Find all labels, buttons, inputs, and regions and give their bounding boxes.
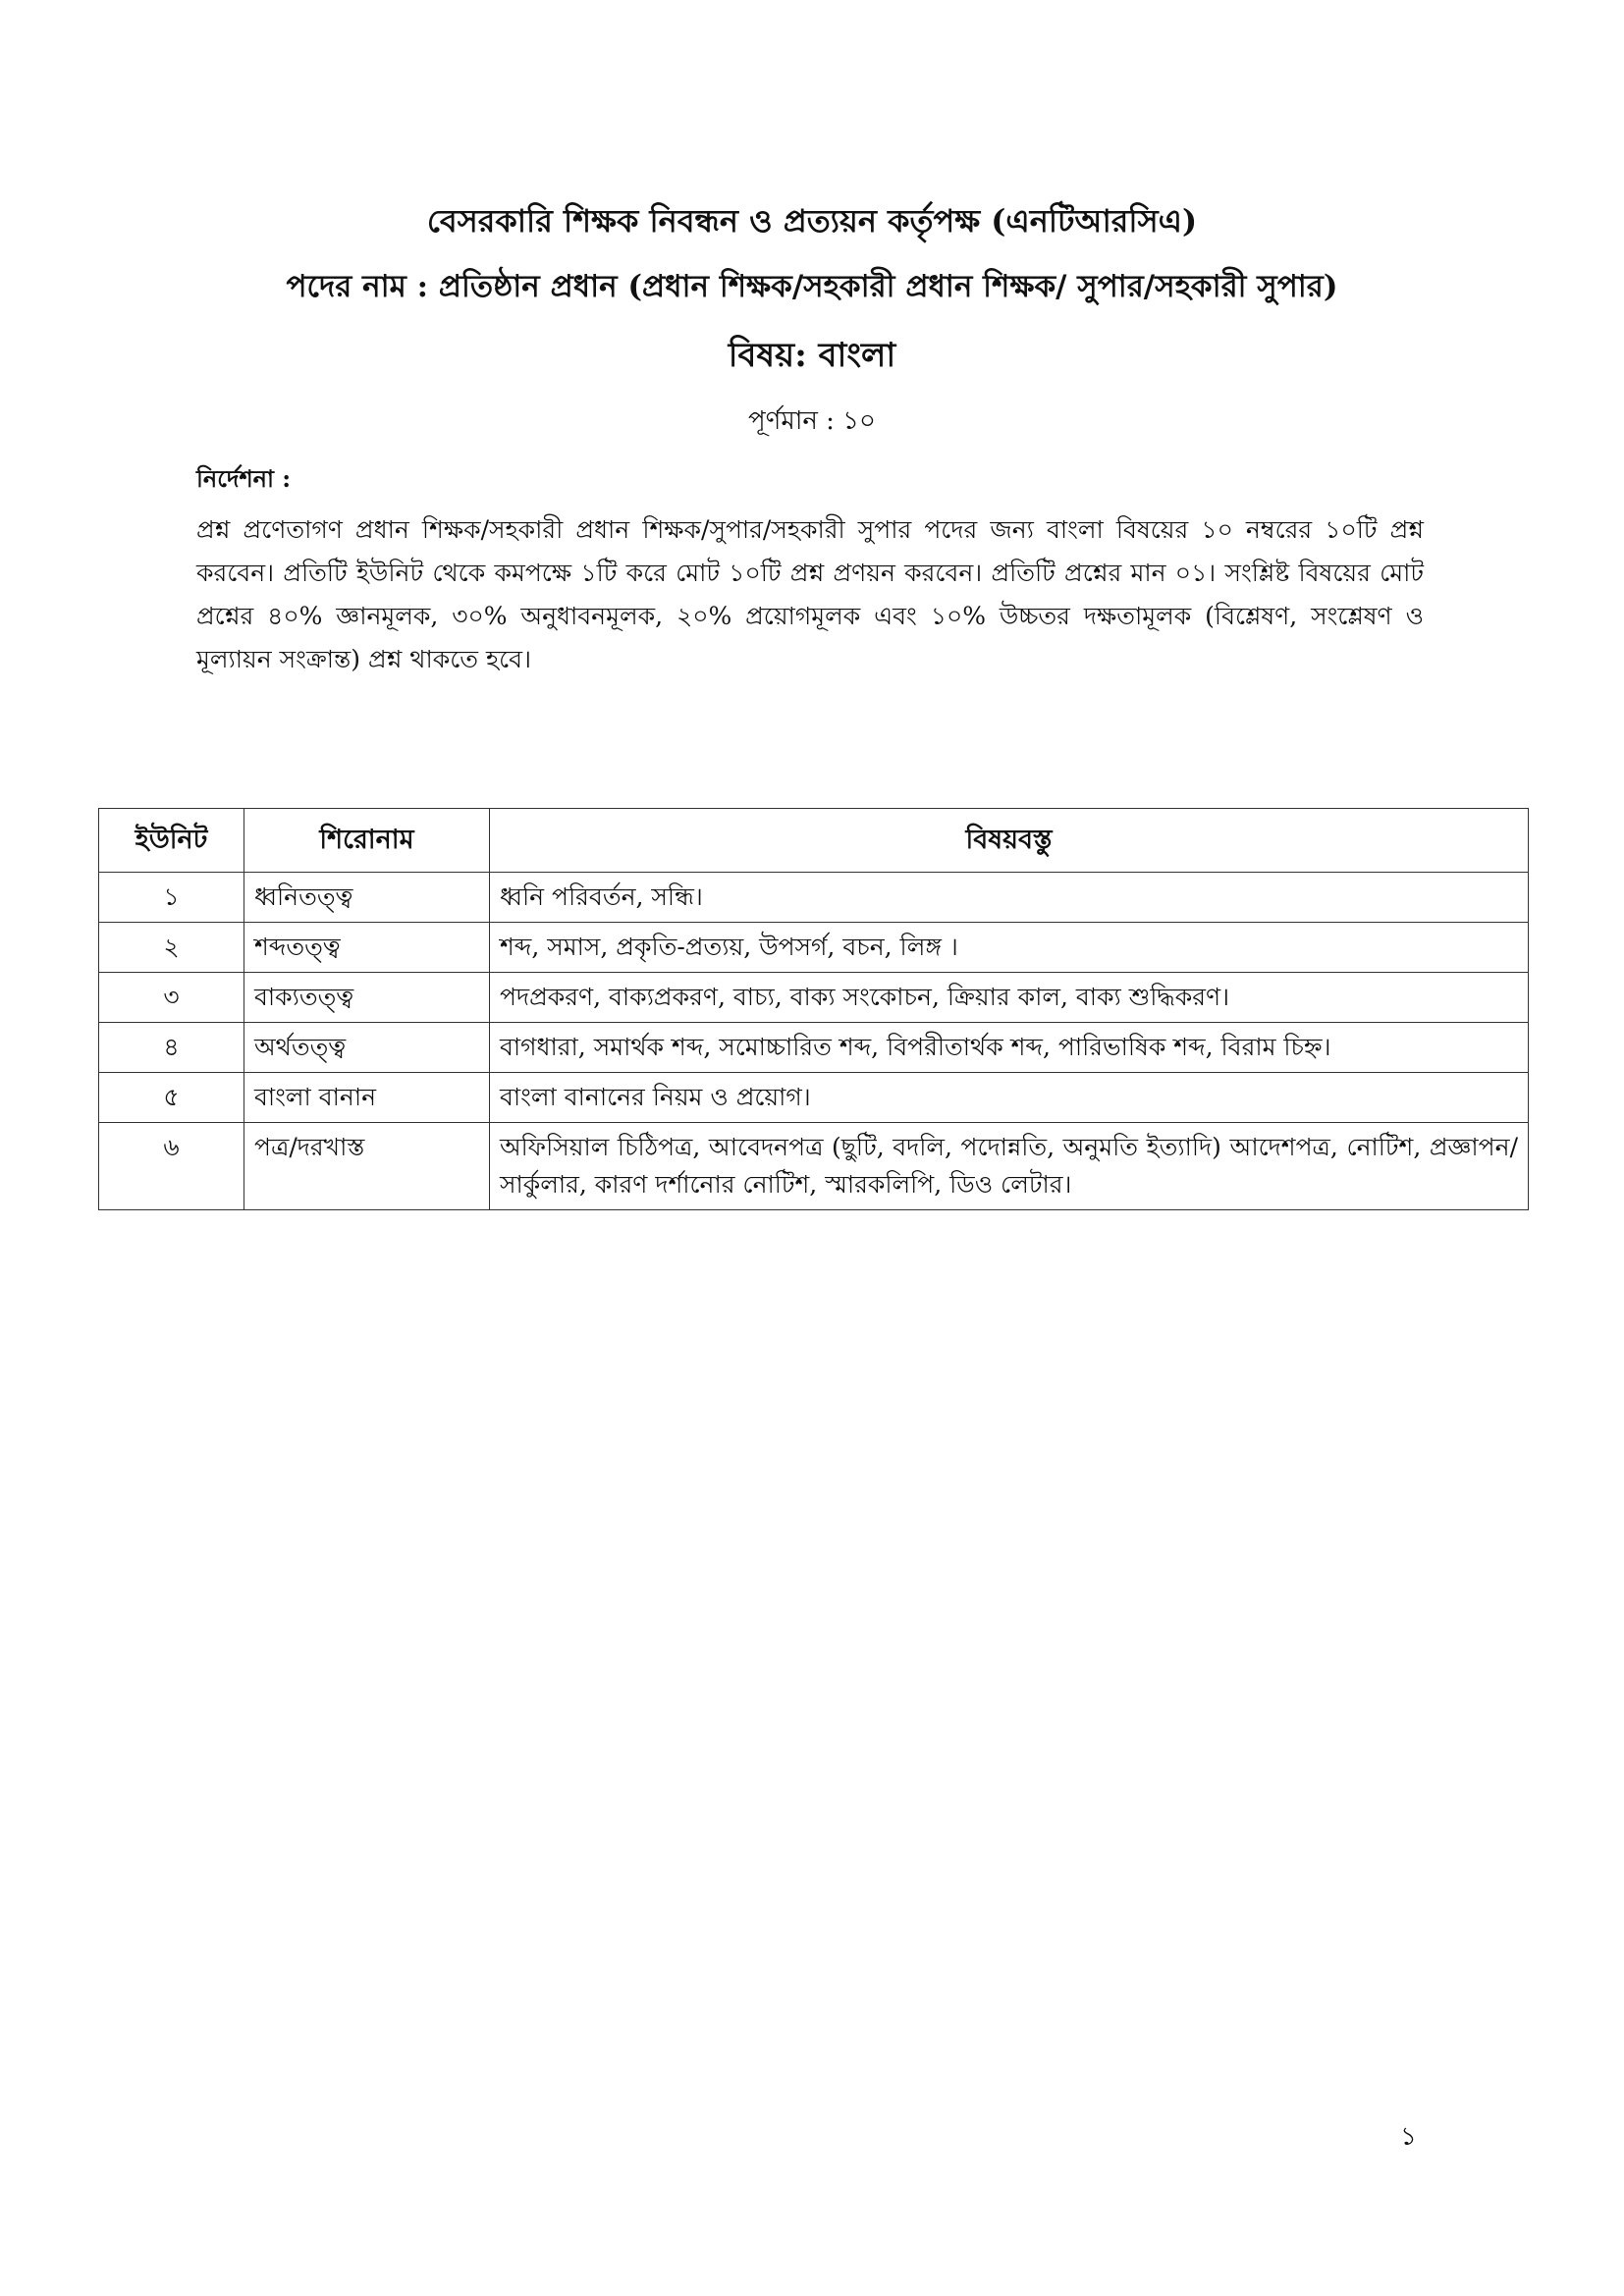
instructions-label: নির্দেশনা : [196,464,292,493]
table-row [99,1073,1529,1123]
syllabus-table [98,808,1529,1210]
unit-number: ৩ [99,973,244,1023]
full-marks: পূর্ণমান : ১০ [748,406,876,436]
table-row [99,923,1529,973]
table-row [99,873,1529,923]
page-number: ১ [1400,2122,1417,2152]
header-content: বিষয়বস্তু [490,809,1529,873]
unit-title: শব্দতত্ত্ব [244,923,490,973]
table-row [99,973,1529,1023]
unit-title: ধ্বনিতত্ত্ব [244,873,490,923]
unit-content: বাংলা বানানের নিয়ম ও প্রয়োগ। [490,1073,1529,1123]
unit-number: ৪ [99,1023,244,1073]
organization-title: বেসরকারি শিক্ষক নিবন্ধন ও প্রত্যয়ন কর্তৃপক্ষ (এনটিআরসিএ) [426,202,1198,240]
unit-content: পদপ্রকরণ, বাক্যপ্রকরণ, বাচ্য, বাক্য সংকোচন, ক্রিয়ার কাল, বাক্য শুদ্ধিকরণ। [490,973,1529,1023]
header-title: শিরোনাম [244,809,490,873]
unit-title: বাক্যতত্ত্ব [244,973,490,1023]
unit-content: বাগধারা, সমার্থক শব্দ, সমোচ্চারিত শব্দ, বিপরীতার্থক শব্দ, পারিভাষিক শব্দ, বিরাম চিহ্ন। [490,1023,1529,1073]
instructions-text: প্রশ্ন প্রণেতাগণ প্রধান শিক্ষক/সহকারী প্রধান শিক্ষক/সুপার/সহকারী সুপার পদের জন্য বাংলা বিষয়ের ১০ নম্বরের ১০টি প্রশ্ন করবেন। প্রতিটি ইউনিট থেকে কমপক্ষে ১টি করে মোট ১০টি প্রশ্ন প্রণয়ন করবেন। প্রতিটি প্রশ্নের মান ০১। সংশ্লিষ্ট বিষয়ের মোট প্রশ্নের ৪০% জ্ঞানমূলক, ৩০% অনুধাবনমূলক, ২০% প্রয়োগমূলক এবং ১০% উচ্চতর দক্ষতামূলক (বিশ্লেষণ, সংশ্লেষণ ও মূল্যায়ন সংক্রান্ত) প্রশ্ন থাকতে হবে। [196,515,1424,673]
unit-number: ১ [99,873,244,923]
unit-title: বাংলা বানান [244,1073,490,1123]
unit-number: ৬ [99,1123,244,1210]
unit-content: অফিসিয়াল চিঠিপত্র, আবেদনপত্র (ছুটি, বদলি, পদোন্নতি, অনুমতি ইত্যাদি) আদেশপত্র, নোটিশ, প্রজ্ঞাপন/সার্কুলার, কারণ দর্শানোর নোটিশ, স্মারকলিপি, ডিও লেটার। [490,1123,1529,1210]
unit-content: ধ্বনি পরিবর্তন, সন্ধি। [490,873,1529,923]
table-header-row [99,809,1529,873]
header-unit: ইউনিট [99,809,244,873]
subject-title: বিষয়: বাংলা [728,336,896,375]
unit-title: পত্র/দরখাস্ত [244,1123,490,1210]
table-row [99,1023,1529,1073]
unit-content: শব্দ, সমাস, প্রকৃতি-প্রত্যয়, উপসর্গ, বচন, লিঙ্গ । [490,923,1529,973]
post-name-title: পদের নাম : প্রতিষ্ঠান প্রধান (প্রধান শিক্ষক/সহকারী প্রধান শিক্ষক/ সুপার/সহকারী সুপার) [286,269,1338,304]
unit-number: ২ [99,923,244,973]
table-row [99,1123,1529,1210]
unit-title: অর্থতত্ত্ব [244,1023,490,1073]
unit-number: ৫ [99,1073,244,1123]
